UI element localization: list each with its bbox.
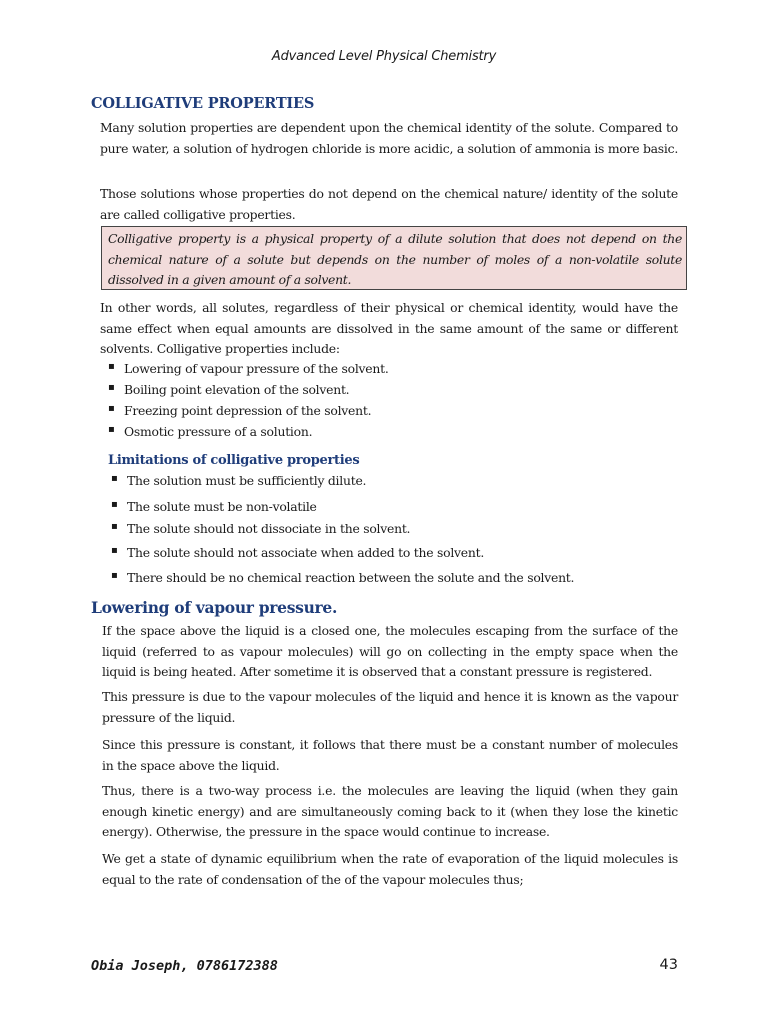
list-item-text: The solute should not dissociate in the solvent. [127, 521, 411, 536]
list-item [108, 424, 389, 445]
list-item-text: Lowering of vapour pressure of the solvent. [124, 361, 389, 376]
bullet-icon: ▪ [111, 499, 118, 510]
bullet-icon: ▪ [111, 570, 118, 581]
section-title-vapour-pressure: Lowering of vapour pressure. [91, 598, 338, 617]
list-item [111, 545, 574, 570]
list-item-text: There should be no chemical reaction between the solute and the solvent. [127, 570, 575, 585]
definition-intro-paragraph: Those solutions whose properties do not depend on the chemical nature/ identity of the solute are called colligative properties. [100, 186, 678, 222]
bullet-icon: ▪ [111, 521, 118, 532]
list-item [108, 361, 389, 382]
bullet-icon: ▪ [108, 361, 115, 372]
list-item [111, 570, 574, 592]
limitations-heading: Limitations of colligative properties [108, 453, 360, 468]
list-item-text: Boiling point elevation of the solvent. [124, 382, 350, 397]
bullet-icon: ▪ [108, 382, 115, 393]
intro-paragraph: Many solution properties are dependent upon the chemical identity of the solute. Compared to pure water, a solution of hydrogen chloride is more acidic, a solution of ammonia is more basic. [100, 120, 679, 156]
section-title-colligative-properties: COLLIGATIVE PROPERTIES [91, 95, 315, 112]
list-item-text: Freezing point depression of the solvent. [124, 403, 372, 418]
page-number: 43 [659, 957, 678, 973]
other-words-paragraph: In other words, all solutes, regardless of their physical or chemical identity, would have the same effect when equal amounts are dissolved in the same amount of the same or different solvents. Colligative properties include: [100, 300, 678, 357]
bullet-icon: ▪ [108, 424, 115, 435]
list-item-text: Osmotic pressure of a solution. [124, 424, 313, 439]
list-item [111, 521, 574, 545]
list-item [108, 382, 389, 403]
list-item [108, 403, 389, 424]
list-item [111, 499, 574, 521]
list-item-text: The solute must be non-volatile [127, 499, 317, 514]
bullet-icon: ▪ [111, 473, 118, 484]
definition-box [101, 226, 687, 290]
running-header: Advanced Level Physical Chemistry [271, 49, 497, 64]
list-item-text: The solute should not associate when added to the solvent. [127, 545, 485, 560]
vapour-paragraph-2: This pressure is due to the vapour molecules of the liquid and hence it is known as the vapour pressure of the liquid. [102, 689, 678, 725]
vapour-paragraph-4: Thus, there is a two-way process i.e. the molecules are leaving the liquid (when they gain enough kinetic energy) and are simultaneously coming back to it (when they lose the kinetic energy). Otherwise, the pressure in the space would continue to increase. [102, 783, 678, 840]
list-item [111, 473, 574, 499]
colligative-properties-list [108, 361, 389, 445]
footer-author: Obia Joseph, 0786172388 [91, 958, 278, 974]
bullet-icon: ▪ [111, 545, 118, 556]
vapour-paragraph-1: If the space above the liquid is a closed one, the molecules escaping from the surface of the liquid (referred to as vapour molecules) will go on collecting in the empty space when the liquid is being heated. After sometime it is observed that a constant pressure is registered. [102, 623, 678, 680]
list-item-text: The solution must be sufficiently dilute. [127, 473, 367, 488]
vapour-paragraph-3: Since this pressure is constant, it follows that there must be a constant number of molecules in the space above the liquid. [102, 737, 678, 773]
vapour-paragraph-5: We get a state of dynamic equilibrium when the rate of evaporation of the liquid molecules is equal to the rate of condensation of the of the vapour molecules thus; [102, 851, 678, 887]
bullet-icon: ▪ [108, 403, 115, 414]
limitations-list [111, 473, 574, 592]
definition-text: Colligative property is a physical property of a dilute solution that does not depend on the chemical nature of a solute but depends on the number of moles of a non-volatile solute dissolved in a given amount of a solvent. [108, 231, 682, 288]
